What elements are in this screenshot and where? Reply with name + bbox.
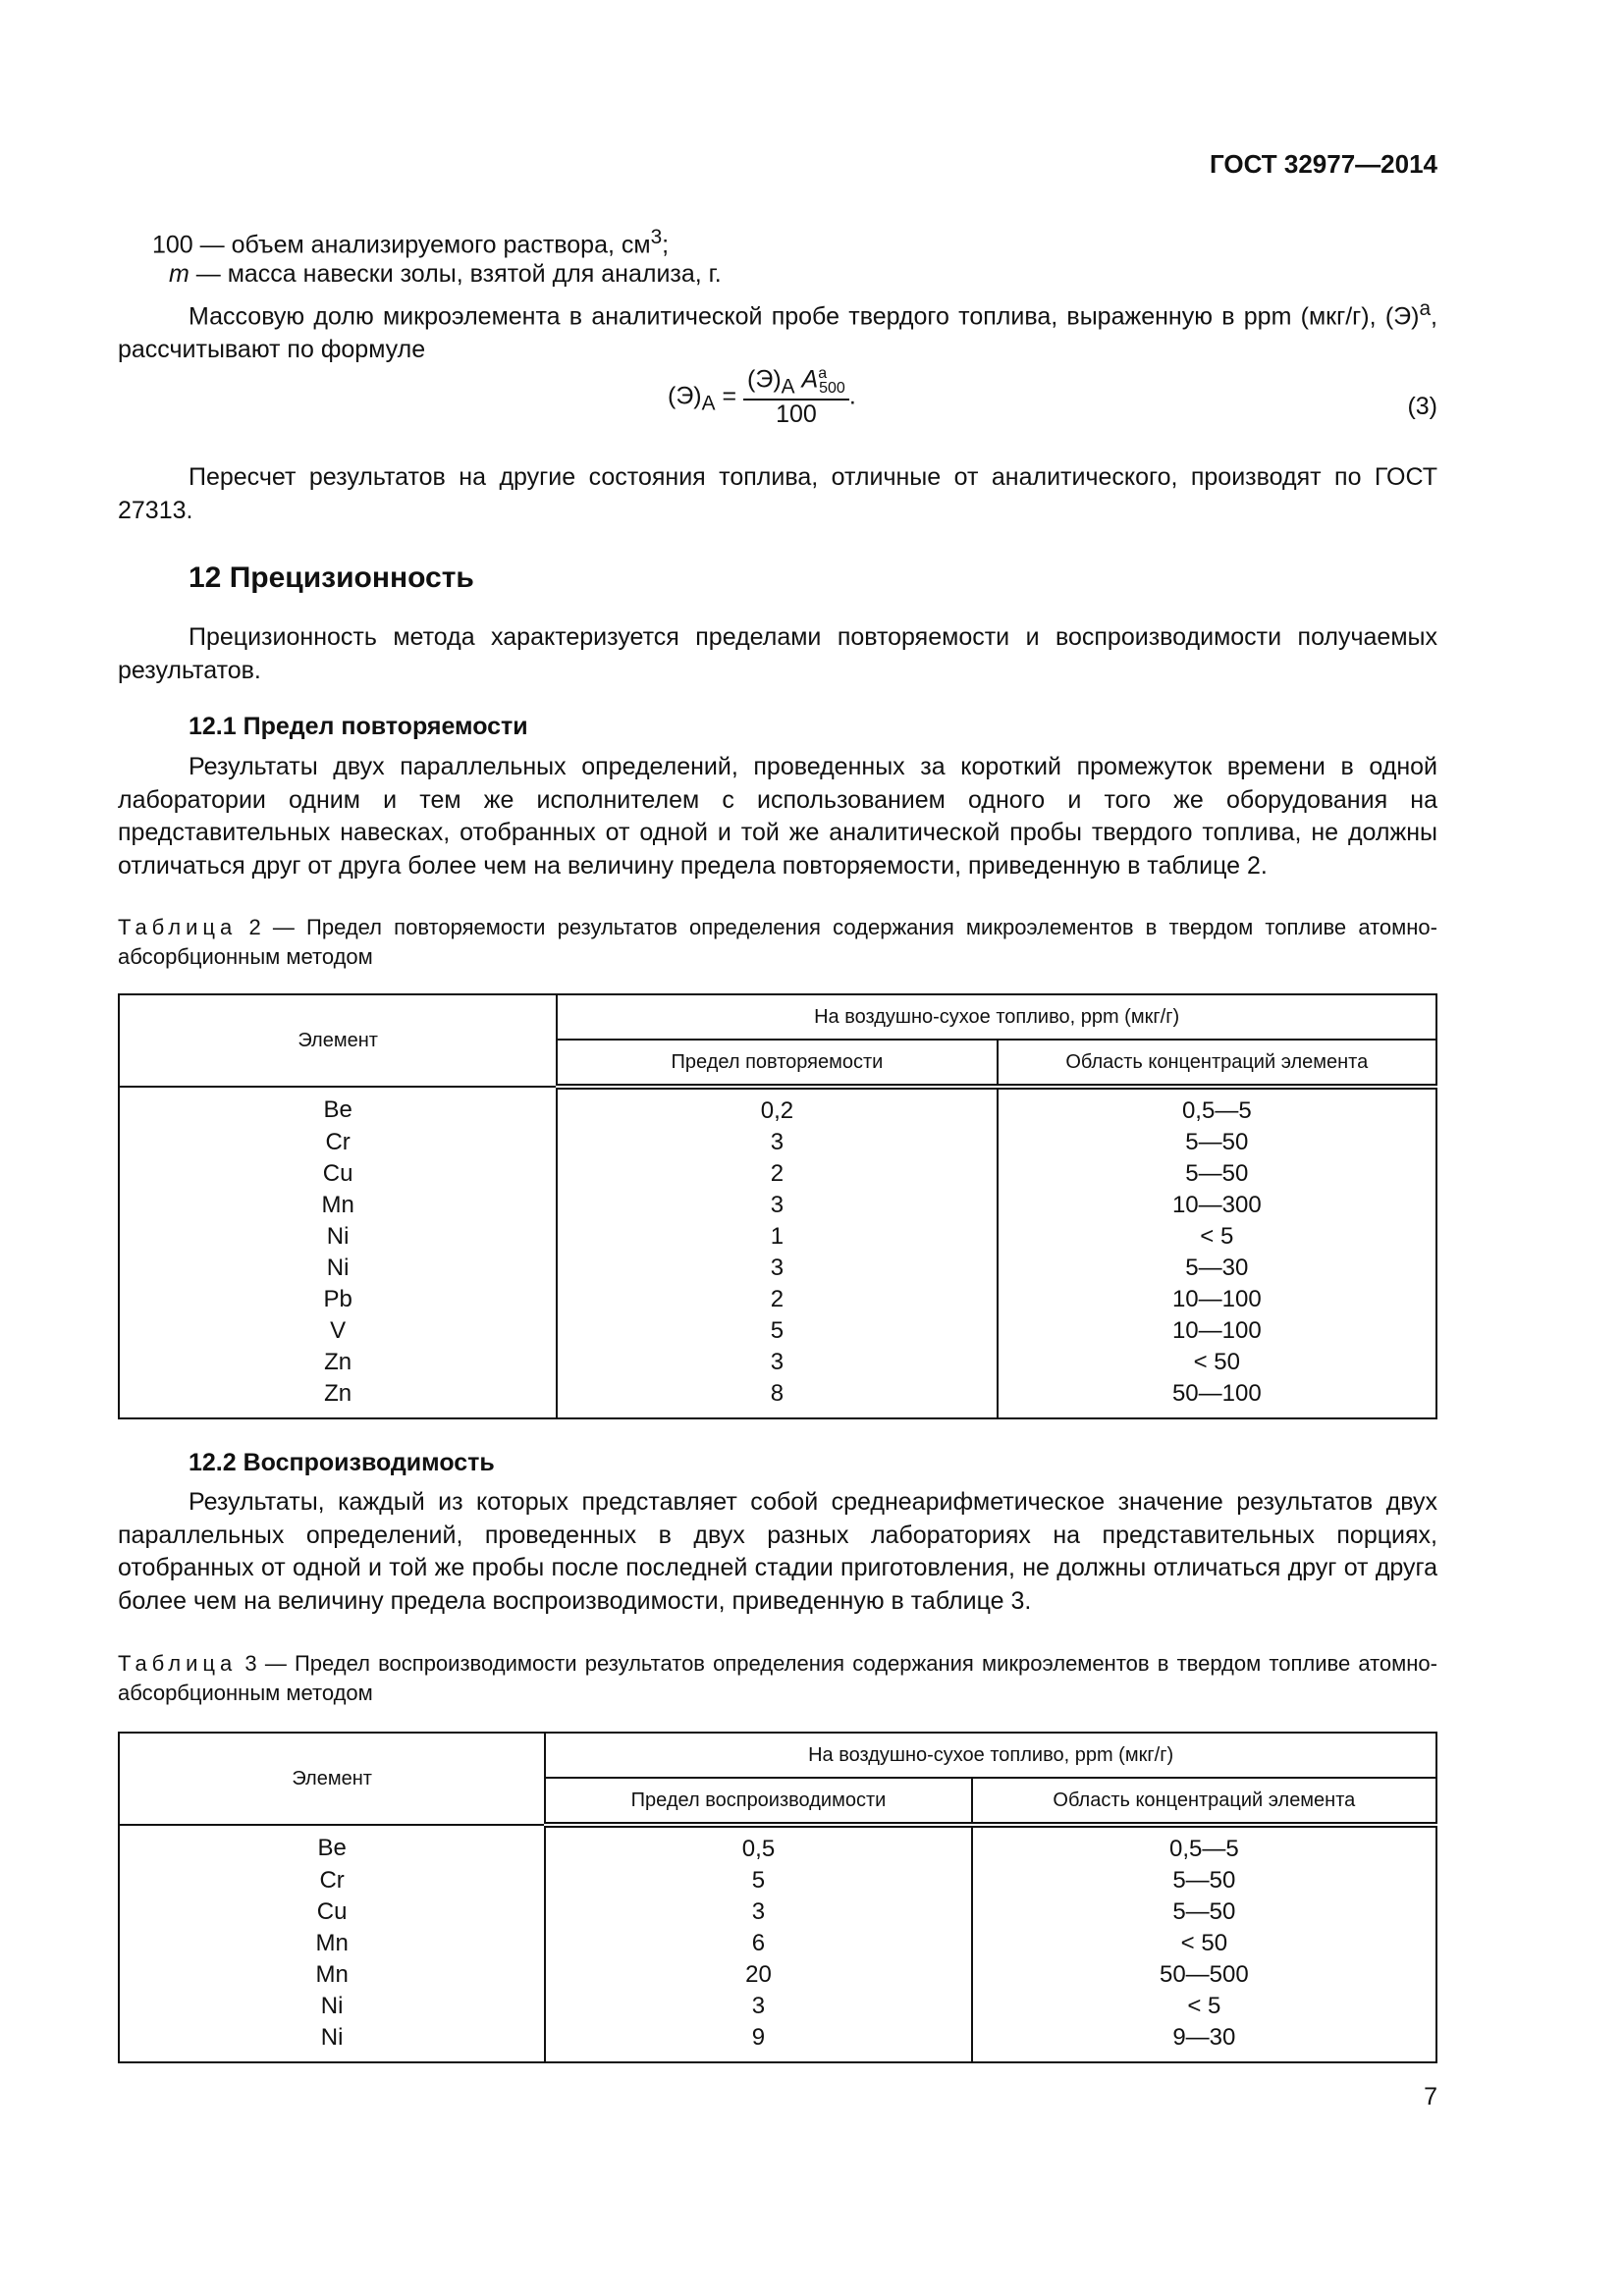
cell-limit: 0,2	[557, 1087, 997, 1127]
num-b-sup: a	[818, 365, 828, 382]
cell-range: 5—50	[998, 1127, 1436, 1158]
cell-limit: 3	[557, 1190, 997, 1221]
cell-range: 0,5—5	[972, 1825, 1436, 1865]
cell-range: 5—50	[998, 1158, 1436, 1190]
table-row	[119, 1928, 1436, 1959]
formula-denominator: 100	[776, 400, 817, 429]
table-row	[119, 1284, 1436, 1315]
table-row	[119, 1087, 1436, 1127]
num-a-sub: A	[781, 375, 795, 399]
equation-number: (3)	[1407, 393, 1437, 420]
repeatability-table	[118, 993, 1437, 1419]
cell-range: < 5	[972, 1991, 1436, 2022]
cell-range: < 5	[998, 1221, 1436, 1253]
header-range: Область концентраций элемента	[998, 1040, 1436, 1087]
table-row	[119, 1347, 1436, 1378]
cell-element: Pb	[119, 1284, 557, 1315]
table-row	[119, 1991, 1436, 2022]
table-row	[119, 1378, 1436, 1418]
legend-text: — объем анализируемого раствора, см	[192, 231, 651, 259]
cell-limit: 8	[557, 1378, 997, 1418]
cell-range: 5—50	[972, 1865, 1436, 1896]
legend-tail: ;	[662, 231, 670, 259]
section-heading: 12 Прецизионность	[189, 561, 474, 594]
table-row	[119, 2022, 1436, 2062]
caption-text: 2 — Предел повторяемости результатов определения содержания микроэлементов в твердом топливе атомно-абсорбционным методом	[118, 915, 1437, 969]
cell-range: < 50	[972, 1928, 1436, 1959]
cell-element: Cu	[119, 1896, 545, 1928]
paragraph-text: Массовую долю микроэлемента в аналитической пробе твердого топлива, выраженную в ppm (мкг/г), (Э)	[189, 302, 1420, 331]
cell-limit: 6	[545, 1928, 971, 1959]
table-row	[119, 1959, 1436, 1991]
num-a: (Э)	[747, 365, 782, 394]
cell-element: Cr	[119, 1865, 545, 1896]
subsection-paragraph: Результаты, каждый из которых представляет собой среднеарифметическое значение результатов двух параллельных определений, проведенных в двух разных лабораториях на представительных порциях, отобранных от одной и той же пробы после последней стадии приготовления, не должны отличаться друг от друга более чем на величину предела воспроизводимости, приведенную в таблице 3.	[118, 1488, 1437, 1615]
header-group: На воздушно-сухое топливо, ppm (мкг/г)	[545, 1733, 1436, 1778]
standard-header: ГОСТ 32977—2014	[1210, 149, 1437, 179]
legend-item	[152, 226, 669, 259]
formula	[668, 365, 856, 429]
num-b: A	[801, 365, 819, 394]
cell-limit: 3	[545, 1896, 971, 1928]
cell-range: 0,5—5	[998, 1087, 1436, 1127]
legend-text: — масса навески золы, взятой для анализа, г.	[189, 260, 722, 288]
subsection-heading: 12.1 Предел повторяемости	[189, 713, 528, 740]
cell-element: Ni	[119, 1253, 557, 1284]
table-row	[119, 1127, 1436, 1158]
cell-range: 9—30	[972, 2022, 1436, 2062]
cell-limit: 5	[545, 1865, 971, 1896]
header-element: Элемент	[119, 994, 557, 1087]
caption-text: 3 — Предел воспроизводимости результатов определения содержания микроэлементов в твердом топливе атомно-абсорбционным методом	[118, 1651, 1437, 1705]
formula-fraction	[743, 365, 849, 429]
caption-label: Таблица	[118, 1651, 238, 1676]
cell-element: Ni	[119, 2022, 545, 2062]
cell-element: Zn	[119, 1347, 557, 1378]
header-range: Область концентраций элемента	[972, 1778, 1436, 1825]
cell-element: Cu	[119, 1158, 557, 1190]
table-row	[119, 1825, 1436, 1865]
table-row	[119, 1865, 1436, 1896]
cell-element: Mn	[119, 1190, 557, 1221]
cell-limit: 3	[557, 1253, 997, 1284]
cell-range: < 50	[998, 1347, 1436, 1378]
header-element: Элемент	[119, 1733, 545, 1825]
cell-range: 10—100	[998, 1284, 1436, 1315]
cell-limit: 5	[557, 1315, 997, 1347]
cell-range: 5—50	[972, 1896, 1436, 1928]
num-b-sub: 500	[819, 380, 845, 398]
table-row	[119, 1253, 1436, 1284]
formula-eq: =	[715, 382, 744, 410]
cell-limit: 0,5	[545, 1825, 971, 1865]
cell-element: Ni	[119, 1221, 557, 1253]
cell-range: 50—500	[972, 1959, 1436, 1991]
cell-limit: 2	[557, 1158, 997, 1190]
formula-intro-paragraph	[118, 293, 1437, 366]
cell-range: 10—100	[998, 1315, 1436, 1347]
table-row	[119, 1315, 1436, 1347]
cell-limit: 3	[557, 1127, 997, 1158]
recalc-paragraph: Пересчет результатов на другие состояния топлива, отличные от аналитического, производят по ГОСТ 27313.	[118, 463, 1437, 524]
header-limit: Предел повторяемости	[557, 1040, 997, 1087]
cell-limit: 9	[545, 2022, 971, 2062]
formula-lhs-sub: A	[701, 392, 716, 415]
formula-numerator	[743, 365, 849, 400]
cell-limit: 3	[557, 1347, 997, 1378]
cell-range: 50—100	[998, 1378, 1436, 1418]
cell-element: Zn	[119, 1378, 557, 1418]
cell-element: Be	[119, 1087, 557, 1127]
subsection-paragraph: Результаты двух параллельных определений, проведенных за короткий промежуток времени в одной лаборатории одним и тем же исполнителем с использованием одного и того же оборудования на представительных навесках, отобранных от одной и той же аналитической пробы твердого топлива, не должны отличаться друг от друга более чем на величину предела повторяемости, приведенную в таблице 2.	[118, 753, 1437, 880]
cell-limit: 1	[557, 1221, 997, 1253]
paragraph-tail: , рассчитывают по формуле	[118, 302, 1437, 363]
cell-limit: 3	[545, 1991, 971, 2022]
legend-sup: 3	[650, 226, 663, 248]
page-number: 7	[1424, 2083, 1437, 2110]
header-group: На воздушно-сухое топливо, ppm (мкг/г)	[557, 994, 1436, 1040]
legend-symbol: 100	[152, 231, 193, 259]
cell-element: Ni	[119, 1991, 545, 2022]
cell-range: 5—30	[998, 1253, 1436, 1284]
table-row	[119, 1190, 1436, 1221]
cell-range: 10—300	[998, 1190, 1436, 1221]
table-row	[119, 1158, 1436, 1190]
caption-label: Таблица	[118, 915, 238, 939]
legend-symbol: m	[169, 260, 189, 288]
header-limit: Предел воспроизводимости	[545, 1778, 971, 1825]
reproducibility-table	[118, 1732, 1437, 2063]
paragraph-sup: a	[1419, 297, 1432, 320]
cell-element: Mn	[119, 1928, 545, 1959]
table-caption	[118, 1649, 1437, 1708]
section-paragraph: Прецизионность метода характеризуется пределами повторяемости и воспроизводимости получаемых результатов.	[118, 623, 1437, 684]
cell-element: V	[119, 1315, 557, 1347]
table-caption	[118, 913, 1437, 972]
legend-item	[169, 260, 722, 289]
formula-end: .	[848, 382, 856, 410]
cell-element: Mn	[119, 1959, 545, 1991]
table-row	[119, 1221, 1436, 1253]
subsection-heading: 12.2 Воспроизводимость	[189, 1449, 495, 1476]
cell-limit: 20	[545, 1959, 971, 1991]
cell-element: Cr	[119, 1127, 557, 1158]
cell-element: Be	[119, 1825, 545, 1865]
formula-lhs: (Э)	[668, 382, 702, 410]
table-row	[119, 1896, 1436, 1928]
cell-limit: 2	[557, 1284, 997, 1315]
